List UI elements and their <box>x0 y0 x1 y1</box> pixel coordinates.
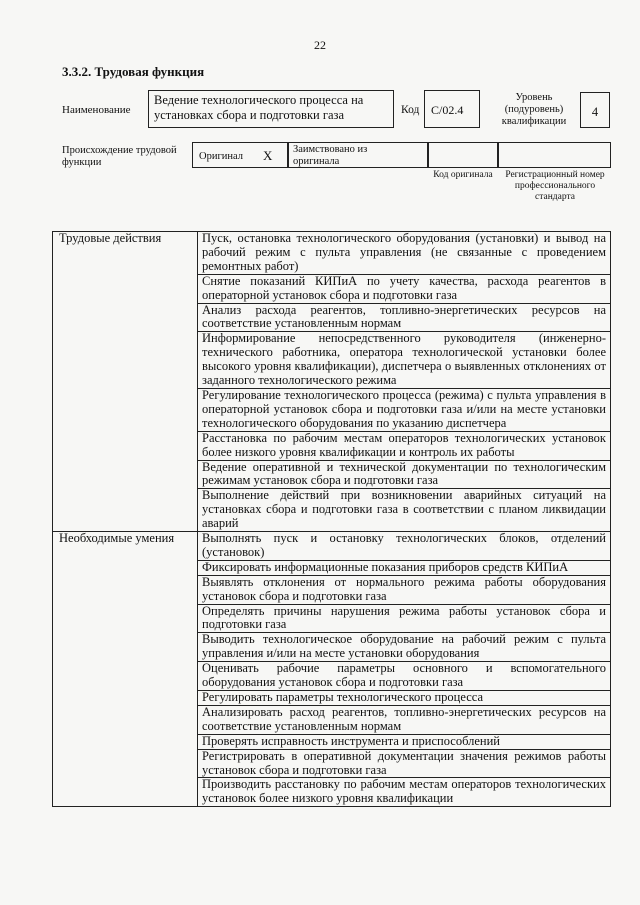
skill-item: Проверять исправность инструмента и приспособлений <box>198 734 611 749</box>
action-item: Информирование непосредственного руководителя (инженерно-технического работника, оператора технологической установки более высокого уровня квалификации), диспетчера о выявленных отклонениях от заданного технологического режима <box>198 332 611 389</box>
skill-item: Анализировать расход реагентов, топливно-энергетических ресурсов на соответствие установленным нормам <box>198 705 611 734</box>
original-mark: X <box>263 148 273 163</box>
skill-item: Регулировать параметры технологического процесса <box>198 691 611 706</box>
action-item: Ведение оперативной и технической документации по технологическим режимам установок сбора и подготовки газа <box>198 460 611 489</box>
action-item: Расстановка по рабочим местам операторов технологических установок более низкого уровня квалификации и контроль их работы <box>198 431 611 460</box>
origin-reg-cell <box>498 142 611 168</box>
original-label: Оригинал <box>199 151 243 162</box>
skill-item: Оценивать рабочие параметры основного и вспомогательного оборудования установок сбора и подготовки газа <box>198 662 611 691</box>
origin-code-cell <box>428 142 498 168</box>
function-name-box: Ведение технологического процесса на установках сбора и подготовки газа <box>148 90 394 128</box>
actions-header: Трудовые действия <box>53 232 198 532</box>
skill-item: Выявлять отклонения от нормального режима работы оборудования установок сбора и подготовки газа <box>198 575 611 604</box>
function-table <box>52 231 611 807</box>
skill-item: Производить расстановку по рабочим местам операторов технологических установок более низкого уровня квалификации <box>198 778 611 807</box>
name-label: Наименование <box>62 104 131 116</box>
page-number: 22 <box>314 38 326 52</box>
code-label: Код <box>401 104 420 116</box>
origin-code-caption: Код оригинала <box>433 170 493 180</box>
origin-label: Происхождение трудовой функции <box>62 145 177 168</box>
action-item: Анализ расхода реагентов, топливно-энергетических ресурсов на соответствие установленным нормам <box>198 303 611 332</box>
action-item: Снятие показаний КИПиА по учету качества, расхода реагентов в операторной установок сбора и подготовки газа <box>198 274 611 303</box>
borrowed-cell <box>288 142 428 168</box>
table-row <box>53 232 611 275</box>
action-item: Пуск, остановка технологического оборудования (установки) и вывод на рабочий режим с пульта управления (не связанные с проведением ремонтных работ) <box>198 232 611 275</box>
table-row <box>53 532 611 561</box>
skill-item: Выводить технологическое оборудование на рабочий режим с пульта управления и/или на месте установки оборудования <box>198 633 611 662</box>
skill-item: Регистрировать в оперативной документации значения режимов работы установок сбора и подготовки газа <box>198 749 611 778</box>
skills-header: Необходимые умения <box>53 532 198 807</box>
level-label: Уровень (подуровень) квалификации <box>501 92 567 127</box>
code-value-box: C/02.4 <box>424 90 480 128</box>
action-item: Выполнение действий при возникновении аварийных ситуаций на установках сбора и подготовки газа в соответствии с планом ликвидации аварий <box>198 489 611 532</box>
skill-item: Выполнять пуск и остановку технологических блоков, отделений (установок) <box>198 532 611 561</box>
action-item: Регулирование технологического процесса (режима) с пульта управления в операторной установок сбора и подготовки газа и/или на месте установки технологического оборудования по указанию диспетчера <box>198 388 611 431</box>
origin-reg-caption: Регистрационный номер профессионального стандарта <box>505 170 605 202</box>
skill-item: Фиксировать информационные показания приборов средств КИПиА <box>198 560 611 575</box>
original-cell <box>192 142 288 168</box>
section-title: 3.3.2. Трудовая функция <box>62 64 205 79</box>
level-value-box: 4 <box>580 92 610 128</box>
borrowed-label: Заимствовано из оригинала <box>293 144 368 167</box>
skill-item: Определять причины нарушения режима работы установок сбора и подготовки газа <box>198 604 611 633</box>
